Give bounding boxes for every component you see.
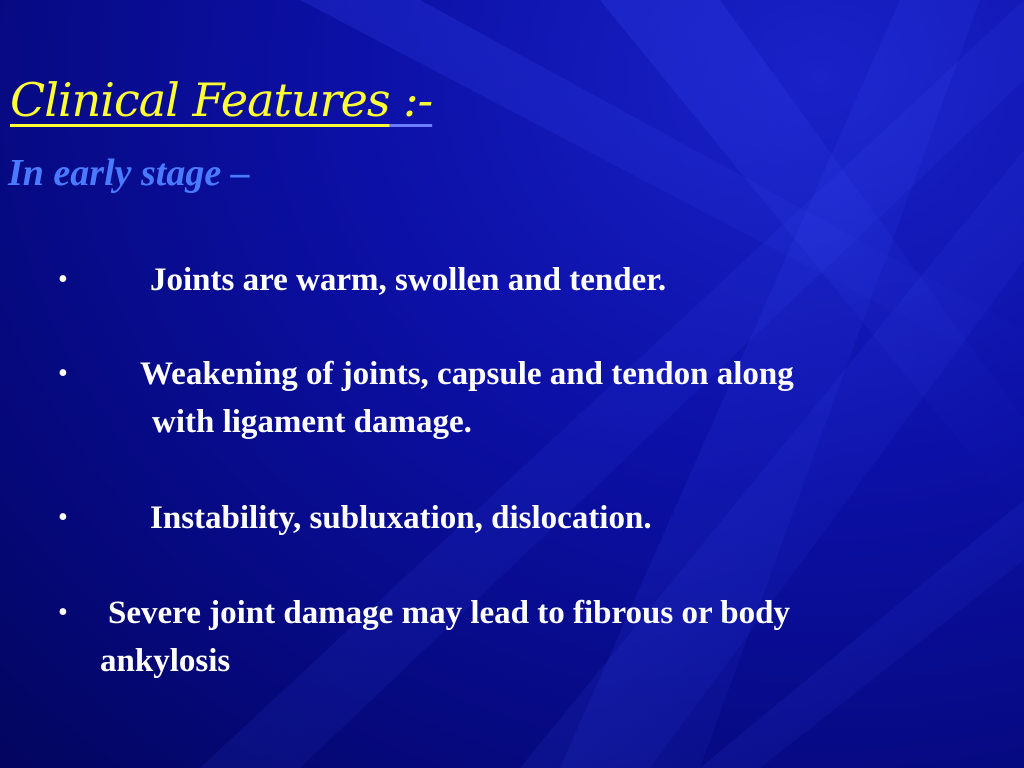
- bullet-text: Instability, subluxation, dislocation.: [150, 500, 652, 536]
- title-suffix: :-: [389, 73, 433, 127]
- bullet-icon: •: [58, 264, 68, 295]
- bullet-icon: •: [58, 502, 68, 533]
- bullet-text: Joints are warm, swollen and tender.: [150, 262, 667, 298]
- bullet-text-continued: ankylosis: [100, 643, 231, 679]
- bullet-text: Severe joint damage may lead to fibrous or body: [108, 595, 790, 631]
- bullet-text-continued: with ligament damage.: [152, 404, 472, 440]
- bullet-icon: •: [58, 358, 68, 389]
- slide-title: [10, 70, 432, 130]
- bullet-text: Weakening of joints, capsule and tendon along: [140, 356, 794, 392]
- subtitle: In early stage –: [8, 152, 250, 194]
- bullet-icon: •: [58, 597, 68, 628]
- title-main: Clinical Features: [10, 73, 390, 127]
